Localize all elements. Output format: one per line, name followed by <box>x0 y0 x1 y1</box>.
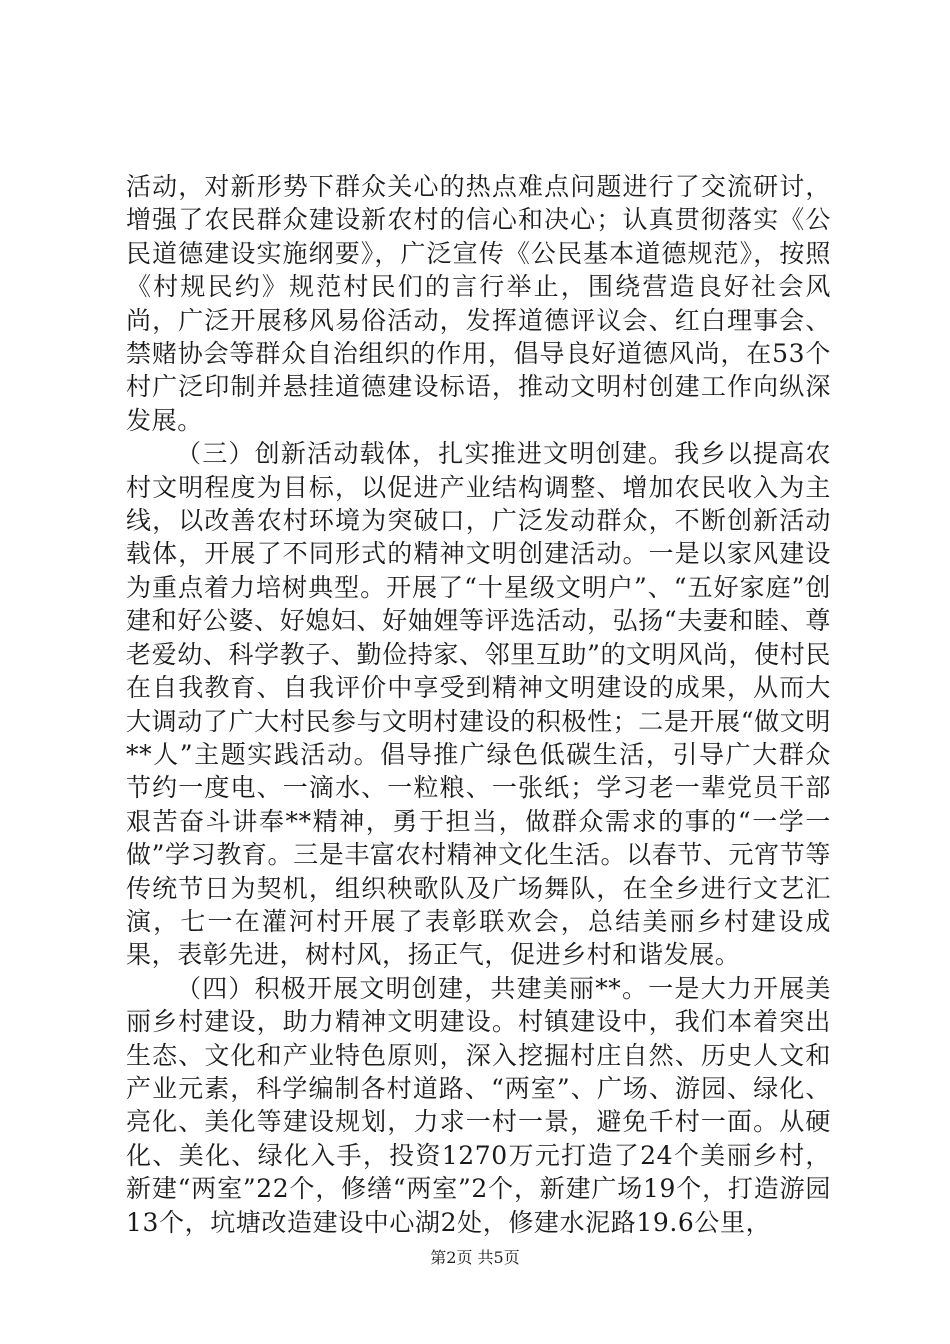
document-body <box>126 170 831 1239</box>
page-footer: 第2页 共5页 <box>430 1248 520 1267</box>
paragraph-continuation: 活动，对新形势下群众关心的热点难点问题进行了交流研讨，增强了农民群众建设新农村的信心和决心；认真贯彻落实《公民道德建设实施纲要》，广泛宣传《公民基本道德规范》，按照《村规民约》规范村民们的言行举止，围绕营造良好社会风尚，广泛开展移风易俗活动，发挥道德评议会、红白理事会、禁赌协会等群众自治组织的作用，倡导良好道德风尚，在53个村广泛印制并悬挂道德建设标语，推动文明村创建工作向纵深发展。 <box>126 172 831 435</box>
paragraph-section-3: （三）创新活动载体，扎实推进文明创建。我乡以提高农村文明程度为目标，以促进产业结构调整、增加农民收入为主线，以改善农村环境为突破口，广泛发动群众，不断创新活动载体，开展了不同形式的精神文明创建活动。一是以家风建设为重点着力培树典型。开展了“十星级文明户”、“五好家庭”创建和好公婆、好媳妇、好妯娌等评选活动，弘扬“夫妻和睦、尊老爱幼、科学教子、勤俭持家、邻里互助”的文明风尚，使村民在自我教育、自我评价中享受到精神文明建设的成果，从而大大调动了广大村民参与文明村建设的积极性；二是开展“做文明**人”主题实践活动。倡导推广绿色低碳生活，引导广大群众节约一度电、一滴水、一粒粮、一张纸；学习老一辈党员干部艰苦奋斗讲奉**精神，勇于担当，做群众需求的事的“一学一做”学习教育。三是丰富农村精神文化生活。以春节、元宵节等传统节日为契机，组织秧歌队及广场舞队，在全乡进行文艺汇演，七一在灌河村开展了表彰联欢会，总结美丽乡村建设成果，表彰先进，树村风，扬正气，促进乡村和谐发展。 <box>126 439 831 970</box>
paragraph-section-4: （四）积极开展文明创建，共建美丽**。一是大力开展美丽乡村建设，助力精神文明建设。村镇建设中，我们本着突出生态、文化和产业特色原则，深入挖掘村庄自然、历史人文和产业元素，科学编制各村道路、“两室”、广场、游园、绿化、亮化、美化等建设规划，力求一村一景，避免千村一面。从硬化、美化、绿化入手，投资1270万元打造了24个美丽乡村，新建“两室”22个，修缮“两室”2个，新建广场19个，打造游园13个，坑塘改造建设中心湖2处，修建水泥路19.6公里， <box>126 973 831 1237</box>
